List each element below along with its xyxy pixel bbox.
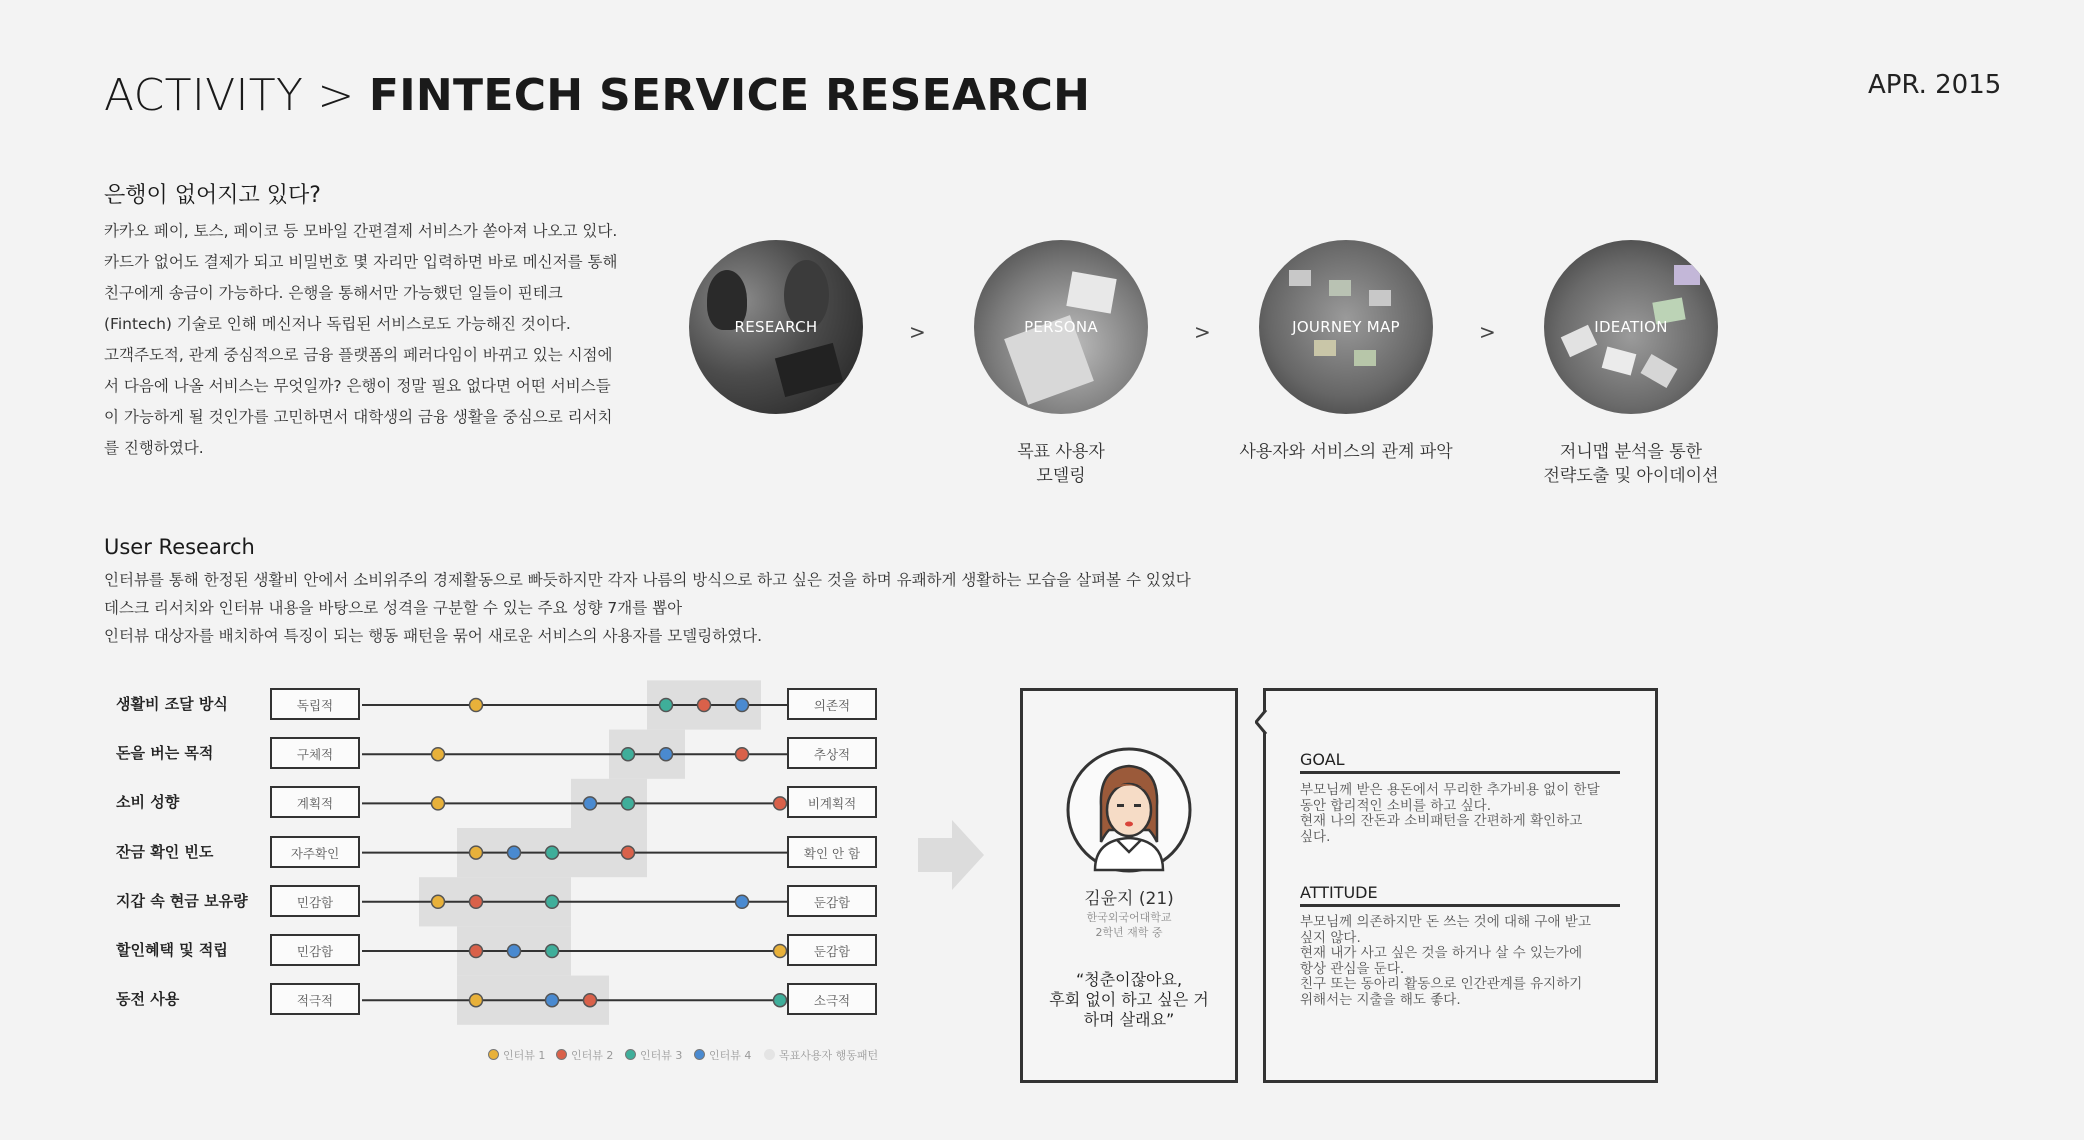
row-label: 지갑 속 현금 보유량 (116, 892, 248, 910)
intro-line: 이 가능하게 될 것인가를 고민하면서 대학생의 금융 생활을 중심으로 리서치 (104, 408, 613, 426)
interview-point (432, 748, 445, 761)
step-desc-line: 모델링 (1036, 466, 1086, 486)
row-label: 잔금 확인 빈도 (116, 843, 214, 861)
intro-heading: 은행이 없어지고 있다? (104, 183, 321, 208)
step-desc-line: 저니맵 분석을 통한 (1559, 442, 1703, 462)
title-prefix: ACTIVITY > (104, 70, 369, 121)
quote-line: “청춘이잖아요, (1075, 970, 1183, 989)
step-caption: IDEATION (1594, 318, 1668, 336)
legend-label: 인터뷰 1 (503, 1049, 546, 1062)
row-label: 생활비 조달 방식 (116, 695, 228, 713)
row-label: 할인혜택 및 적립 (116, 941, 228, 959)
legend-label: 인터뷰 3 (640, 1049, 683, 1062)
attitude-title: ATTITUDE (1300, 883, 1378, 902)
interview-point (546, 846, 559, 859)
legend-item (764, 1047, 878, 1063)
intro-line: 고객주도적, 관계 중심적으로 금융 플랫폼의 페러다임이 바뀌고 있는 시점에 (104, 346, 613, 364)
quote-line: 후회 없이 하고 싶은 거 (1049, 990, 1209, 1009)
intro-line: 를 진행하였다. (104, 439, 204, 457)
left-label-box: 독립적 (270, 688, 360, 720)
goal-line: 현재 나의 잔돈과 소비패턴을 간편하게 확인하고 (1300, 813, 1583, 829)
interview-point (622, 846, 635, 859)
intro-line: 친구에게 송금이 가능하다. 은행을 통해서만 가능했던 일들이 핀테크 (104, 284, 563, 302)
step-desc-line: 사용자와 서비스의 관계 파악 (1239, 442, 1453, 462)
attitude-line: 위해서는 지출을 해도 좋다. (1300, 991, 1461, 1008)
step-caption: PERSONA (1024, 318, 1098, 336)
right-label-box: 둔감함 (787, 934, 877, 966)
interview-point (470, 846, 483, 859)
attitude-divider (1300, 904, 1620, 907)
interview-point (774, 945, 787, 958)
persona-school (1020, 910, 1238, 940)
attitude-line: 싶지 않다. (1300, 929, 1361, 946)
school-line: 2학년 재학 중 (1095, 926, 1163, 939)
right-label-box: 의존적 (787, 688, 877, 720)
title-main: FINTECH SERVICE RESEARCH (368, 70, 1091, 121)
attitude-text (1300, 915, 1591, 1008)
intro-line: 카드가 없어도 결제가 되고 비밀번호 몇 자리만 입력하면 바로 메신저를 통해 (104, 253, 618, 271)
quote-line: 하며 살래요” (1083, 1010, 1175, 1029)
research-line: 인터뷰 대상자를 배치하여 특징이 되는 행동 패턴을 묶어 새로운 서비스의 사용자를 모델링하였다. (104, 627, 763, 645)
interview-point (584, 797, 597, 810)
legend-label: 인터뷰 2 (571, 1049, 614, 1062)
row-label: 돈을 버는 목적 (116, 744, 214, 762)
row-label: 동전 사용 (116, 990, 180, 1008)
legend-label: 목표사용자 행동패턴 (779, 1049, 879, 1062)
step-desc-line: 목표 사용자 (1017, 442, 1105, 462)
left-label-box: 민감함 (270, 885, 360, 917)
left-label-box: 계획적 (270, 786, 360, 818)
right-label-box: 비계획적 (787, 786, 877, 818)
intro-line: 서 다음에 나올 서비스는 무엇일까? 은행이 정말 필요 없다면 어떤 서비스들 (104, 377, 611, 395)
interview-point (546, 945, 559, 958)
interview-point (432, 797, 445, 810)
legend-item (625, 1047, 682, 1063)
attitude-line: 현재 내가 사고 싶은 것을 하거나 살 수 있는가에 (1300, 945, 1583, 961)
goal-title: GOAL (1300, 750, 1345, 769)
left-label-box: 적극적 (270, 983, 360, 1015)
legend-dot (488, 1049, 499, 1060)
interview-point (660, 699, 673, 712)
legend-dot (556, 1049, 567, 1060)
legend-dot (625, 1049, 636, 1060)
interview-point (470, 994, 483, 1007)
interview-point (508, 945, 521, 958)
interview-point (622, 748, 635, 761)
interview-point (584, 994, 597, 1007)
legend-dot (764, 1049, 775, 1060)
legend-label: 인터뷰 4 (709, 1049, 752, 1062)
interview-point (698, 699, 711, 712)
interview-point (736, 699, 749, 712)
interview-point (622, 797, 635, 810)
interview-point (432, 895, 445, 908)
avatar (1065, 746, 1193, 874)
interview-point (736, 895, 749, 908)
attitude-line: 항상 관심을 둔다. (1300, 960, 1405, 977)
interview-point (470, 699, 483, 712)
right-label-box: 확인 안 함 (787, 836, 877, 868)
legend-dot (694, 1049, 705, 1060)
attitude-line: 친구 또는 동아리 활동으로 인간관계를 유지하기 (1300, 976, 1583, 992)
goal-line: 동안 합리적인 소비를 하고 싶다. (1300, 797, 1491, 814)
interview-point (546, 895, 559, 908)
step-desc-line: 전략도출 및 아이데이션 (1543, 466, 1719, 486)
interview-point (660, 748, 673, 761)
persona-name: 김윤지 (21) (1084, 889, 1174, 909)
interview-point (774, 994, 787, 1007)
step-caption: JOURNEY MAP (1292, 318, 1400, 336)
persona-quote (1020, 970, 1238, 1030)
attitude-line: 부모님께 의존하지만 돈 쓰는 것에 대해 구애 받고 (1300, 914, 1591, 930)
right-label-box: 추상적 (787, 737, 877, 769)
left-label-box: 민감함 (270, 934, 360, 966)
research-line: 인터뷰를 통해 한정된 생활비 안에서 소비위주의 경제활동으로 빠듯하지만 각자 나름의 방식으로 하고 싶은 것을 하며 유쾌하게 생활하는 모습을 살펴볼 수 있었다 (104, 571, 1191, 589)
separator-arrow: > (1194, 320, 1211, 344)
bubble-pointer (1255, 710, 1269, 734)
separator-arrow: > (1479, 320, 1496, 344)
goal-text (1300, 783, 1600, 845)
interview-point (774, 797, 787, 810)
right-label-box: 둔감함 (787, 885, 877, 917)
left-label-box: 자주확인 (270, 836, 360, 868)
row-label: 소비 성향 (116, 793, 180, 811)
interview-point (546, 994, 559, 1007)
interview-point (470, 945, 483, 958)
legend-item (556, 1047, 613, 1063)
interview-point (508, 846, 521, 859)
interview-point (736, 748, 749, 761)
separator-arrow: > (909, 320, 926, 344)
interview-point (470, 895, 483, 908)
goal-divider (1300, 771, 1620, 774)
legend-item (694, 1047, 751, 1063)
legend-item (488, 1047, 545, 1063)
intro-line: 카카오 페이, 토스, 페이코 등 모바일 간편결제 서비스가 쏟아져 나오고 있다. (104, 222, 618, 240)
step-caption: RESEARCH (734, 318, 818, 336)
goal-line: 싶다. (1300, 828, 1331, 845)
right-label-box: 소극적 (787, 983, 877, 1015)
arrow-right-icon (918, 820, 984, 890)
research-heading: User Research (104, 535, 255, 559)
date-label: APR. 2015 (1868, 70, 2002, 100)
school-line: 한국외국어대학교 (1086, 911, 1172, 924)
intro-line: (Fintech) 기술로 인해 메신저나 독립된 서비스로도 가능해진 것이다. (104, 315, 571, 333)
left-label-box: 구체적 (270, 737, 360, 769)
research-line: 데스크 리서치와 인터뷰 내용을 바탕으로 성격을 구분할 수 있는 주요 성향 7개를 뽑아 (104, 599, 683, 617)
goal-line: 부모님께 받은 용돈에서 무리한 추가비용 없이 한달 (1300, 782, 1600, 798)
